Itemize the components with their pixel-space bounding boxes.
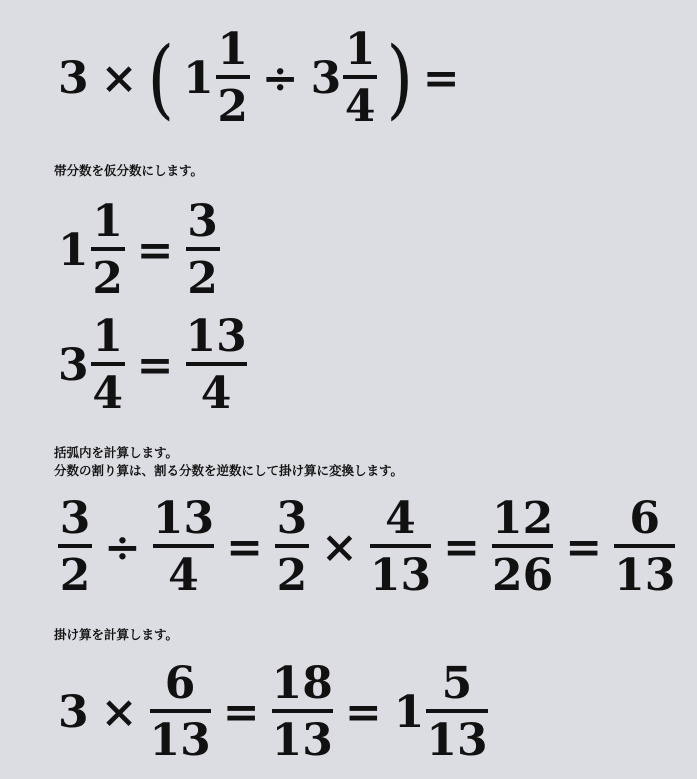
fraction-bar [272,709,333,713]
equals-sign: = [136,339,174,391]
numerator: 6 [629,493,660,544]
fraction [343,24,377,132]
fraction-bar [150,709,211,713]
instruction-text: 括弧内を計算します。 [54,445,179,460]
denominator: 13 [369,550,432,601]
mixed-whole: 3 [58,339,89,391]
mixed-whole: 1 [183,52,214,104]
fraction [491,493,554,601]
times-sign: × [100,52,138,104]
fraction-bar [275,544,309,548]
numerator: 3 [276,493,308,544]
denominator: 4 [168,550,199,601]
fraction-bar [91,247,125,251]
denominator: 2 [92,253,123,304]
numerator: 4 [385,493,416,544]
equals-sign: = [222,686,260,738]
conversion-line-1 [52,196,226,304]
fraction [185,311,247,419]
fraction-bar [492,544,553,548]
fraction [152,493,215,601]
fraction-bar [343,75,377,79]
fraction [58,493,92,601]
fraction-bar [58,544,92,548]
fraction-bar [426,709,487,713]
equals-sign: = [226,521,263,573]
fraction-bar [186,362,247,366]
fraction [91,196,125,304]
fraction-bar [91,362,125,366]
denominator: 13 [426,715,488,766]
instruction-text: 帯分数を仮分数にします。 [54,163,204,178]
denominator: 2 [217,81,248,132]
numerator: 3 [59,493,91,544]
conversion-line-2 [52,311,253,419]
denominator: 4 [344,81,376,132]
divide-sign: ÷ [104,521,141,573]
numerator: 5 [441,658,473,709]
numerator: 18 [271,658,333,709]
equals-sign: = [443,521,480,573]
fraction [149,658,211,766]
mixed-whole: 1 [58,224,89,276]
times-sign: × [320,521,358,573]
mixed-whole: 3 [310,52,342,104]
numerator: 1 [92,311,123,362]
fraction [186,196,220,304]
fraction [271,658,333,766]
right-paren: ) [386,28,414,129]
mixed-whole: 1 [393,686,425,738]
numerator: 1 [217,24,248,75]
problem-expression [52,24,466,132]
equals-sign: = [565,521,603,573]
fraction-bar [216,75,250,79]
fraction [614,493,676,601]
numerator: 1 [344,24,376,75]
fraction-bar [370,544,431,548]
denominator: 2 [59,550,91,601]
equals-sign: = [344,686,382,738]
times-sign: × [100,686,138,738]
instruction-text: 掛け算を計算します。 [54,627,179,642]
numerator: 6 [164,658,196,709]
denominator: 13 [271,715,333,766]
denominator: 13 [149,715,211,766]
fraction-bar [153,544,214,548]
equals-sign: = [422,52,460,104]
divide-sign: ÷ [261,52,299,104]
numerator: 3 [187,196,218,247]
fraction-bar [186,247,220,251]
fraction-bar [614,544,675,548]
denominator: 4 [92,368,123,419]
coefficient: 3 [58,686,89,738]
numerator: 1 [92,196,123,247]
numerator: 13 [152,493,215,544]
denominator: 2 [276,550,308,601]
multiplication-line [52,658,494,766]
numerator: 12 [491,493,554,544]
equals-sign: = [136,224,174,276]
left-paren: ( [146,28,174,129]
denominator: 4 [200,368,232,419]
denominator: 13 [614,550,676,601]
fraction [275,493,309,601]
fraction [369,493,432,601]
fraction [216,24,250,132]
fraction [426,658,488,766]
fraction [91,311,125,419]
numerator: 13 [185,311,247,362]
coefficient: 3 [58,52,89,104]
instruction-text: 分数の割り算は、割る分数を逆数にして掛け算に変換します。 [54,463,404,478]
division-line [52,493,681,601]
denominator: 2 [187,253,218,304]
denominator: 26 [491,550,554,601]
